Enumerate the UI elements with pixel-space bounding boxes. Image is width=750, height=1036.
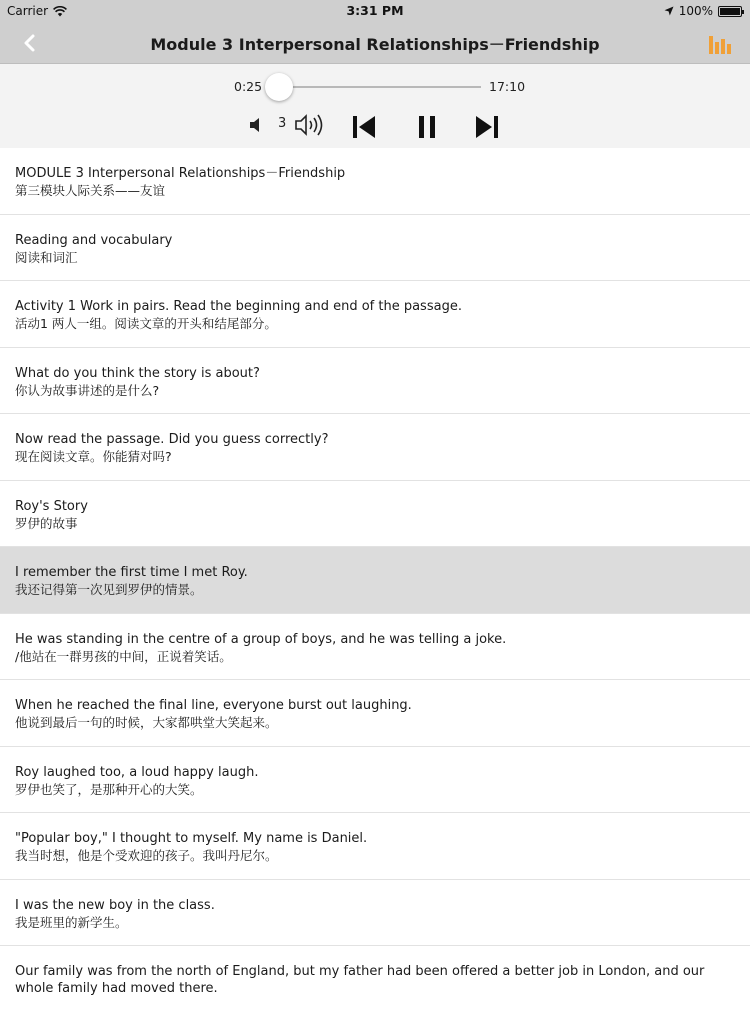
list-item[interactable] xyxy=(0,348,750,415)
sentence-list xyxy=(0,148,750,1036)
battery-fill xyxy=(720,8,740,15)
progress-thumb[interactable] xyxy=(265,73,293,101)
status-right xyxy=(664,4,742,18)
list-item[interactable] xyxy=(0,880,750,947)
list-item[interactable] xyxy=(0,813,750,880)
sentence-chinese: 罗伊的故事 xyxy=(15,515,78,531)
sentence-chinese: 现在阅读文章。你能猜对吗? xyxy=(15,449,172,464)
status-time: 3:31 PM xyxy=(346,3,404,18)
location-arrow-icon xyxy=(664,6,674,16)
status-bar xyxy=(0,0,750,22)
sentence-chinese: 我还记得第一次见到罗伊的情景。 xyxy=(15,582,203,597)
sentence-chinese: 我是班里的新学生。 xyxy=(15,914,128,930)
list-item[interactable] xyxy=(0,481,750,548)
sentence-english: "Popular boy," I thought to myself. My name is Daniel. xyxy=(15,831,368,846)
carrier-label: Carrier xyxy=(7,4,49,18)
battery-icon xyxy=(718,6,742,17)
previous-track-icon[interactable] xyxy=(351,114,377,140)
sentence-chinese: 你认为故事讲述的是什么? xyxy=(15,382,160,398)
list-item[interactable] xyxy=(0,680,750,747)
pause-icon[interactable] xyxy=(416,114,438,140)
list-item[interactable] xyxy=(0,148,750,215)
sentence-english: Roy's Story xyxy=(15,498,88,514)
list-item[interactable] xyxy=(0,414,750,481)
total-time: 17:10 xyxy=(489,79,526,94)
chevron-left-icon[interactable] xyxy=(18,31,42,55)
volume-up-icon[interactable] xyxy=(294,113,326,137)
sentence-english: Reading and vocabulary xyxy=(15,232,173,248)
next-track-icon[interactable] xyxy=(474,114,500,140)
sentence-chinese: 罗伊也笑了，是那种开心的大笑。 xyxy=(15,781,203,797)
volume-down-icon[interactable] xyxy=(248,116,266,134)
list-item[interactable] xyxy=(0,747,750,814)
sentence-english: Now read the passage. Did you guess correctly? xyxy=(15,432,329,447)
audio-player xyxy=(0,64,750,148)
sentence-english: I was the new boy in the class. xyxy=(15,897,215,913)
sentence-chinese: 第三模块人际关系——友谊 xyxy=(15,183,166,198)
sentence-chinese: 他说到最后一句的时候，大家都哄堂大笑起来。 xyxy=(15,715,278,730)
progress-slider[interactable] xyxy=(268,86,481,88)
bar-chart-icon[interactable] xyxy=(708,32,732,54)
sentence-english: Roy laughed too, a loud happy laugh. xyxy=(15,764,259,780)
list-item[interactable] xyxy=(0,614,750,681)
current-time: 0:25 xyxy=(234,79,263,94)
navigation-bar xyxy=(0,22,750,64)
sentence-english: When he reached the final line, everyone burst out laughing. xyxy=(15,698,412,713)
sentence-english: What do you think the story is about? xyxy=(15,365,260,381)
list-item[interactable] xyxy=(0,281,750,348)
page-title: Module 3 Interpersonal Relationships－Friendship xyxy=(150,35,600,54)
sentence-english: He was standing in the centre of a group of boys, and he was telling a joke. xyxy=(15,631,507,647)
sentence-english: MODULE 3 Interpersonal Relationships－Friendship xyxy=(15,166,346,181)
battery-percent: 100% xyxy=(678,4,713,18)
sentence-english: Activity 1 Work in pairs. Read the beginning and end of the passage. xyxy=(15,299,462,314)
sentence-chinese: 活动1 两人一组。阅读文章的开头和结尾部分。 xyxy=(15,316,277,331)
sentence-english: Our family was from the north of England, but my father had been offered a better job in London, and our whole family had moved there. xyxy=(15,964,705,996)
sentence-chinese: /他站在一群男孩的中间，正说着笑话。 xyxy=(15,648,232,664)
list-item[interactable] xyxy=(0,547,750,614)
list-item[interactable] xyxy=(0,946,750,1036)
list-item[interactable] xyxy=(0,215,750,282)
sentence-chinese: 我当时想，他是个受欢迎的孩子。我叫丹尼尔。 xyxy=(15,848,278,863)
sentence-chinese: 阅读和词汇 xyxy=(15,249,78,265)
volume-level: 3 xyxy=(278,116,287,131)
sentence-english: I remember the first time I met Roy. xyxy=(15,565,248,580)
